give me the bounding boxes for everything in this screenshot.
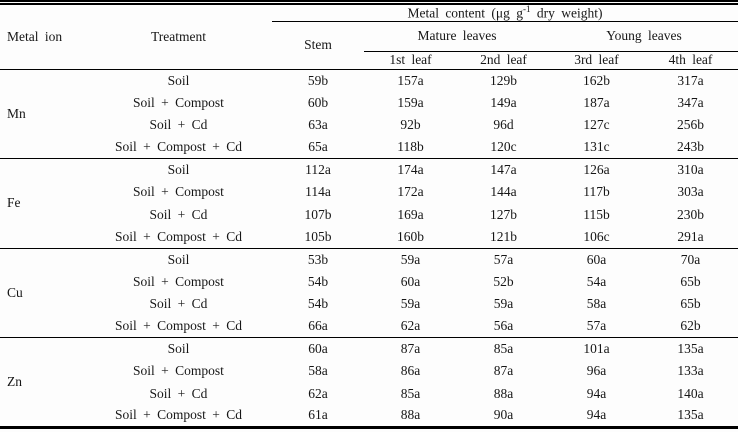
table-row-mn-compost-cd xyxy=(0,136,738,158)
value-1st-leaf: 88a xyxy=(400,407,421,423)
table-row-cu-cd xyxy=(0,293,738,315)
value-stem: 60b xyxy=(307,94,329,110)
value-1st-leaf: 118b xyxy=(397,139,424,155)
table-body xyxy=(0,69,738,427)
value-4th-leaf: 347a xyxy=(677,94,704,110)
table-row-zn-cd xyxy=(0,383,738,405)
value-stem: 58a xyxy=(308,363,328,379)
header-4th-leaf: 4th leaf xyxy=(643,51,738,69)
value-3rd-leaf: 101a xyxy=(550,338,643,360)
value-4th-leaf: 65b xyxy=(680,273,701,289)
treatment-cell: Soil + Compost xyxy=(133,363,224,379)
value-stem: 65a xyxy=(308,139,328,155)
value-4th-leaf: 135a xyxy=(677,407,704,423)
value-1st-leaf: 157a xyxy=(364,69,457,91)
value-3rd-leaf: 127c xyxy=(583,117,610,133)
value-3rd-leaf: 126a xyxy=(550,159,643,181)
treatment-cell: Soil + Compost xyxy=(133,94,224,110)
treatment-cell: Soil + Compost + Cd xyxy=(114,139,242,155)
value-1st-leaf: 60a xyxy=(400,273,421,289)
value-3rd-leaf: 187a xyxy=(583,94,610,110)
table-row-fe-cd xyxy=(0,204,738,226)
header-metal-ion: Metal ion xyxy=(0,3,85,70)
value-2nd-leaf: 144a xyxy=(490,184,517,200)
table-row-cu-compost xyxy=(0,271,738,293)
value-3rd-leaf: 115b xyxy=(583,206,610,222)
value-stem: 59b xyxy=(272,69,364,91)
table-row-zn-compost xyxy=(0,360,738,382)
treatment-cell: Soil xyxy=(85,69,272,91)
value-3rd-leaf: 106c xyxy=(583,228,610,244)
value-4th-leaf: 303a xyxy=(677,184,704,200)
treatment-cell: Soil xyxy=(85,159,272,181)
treatment-cell: Soil + Compost + Cd xyxy=(114,228,242,244)
value-4th-leaf: 62b xyxy=(680,318,701,334)
value-2nd-leaf: 129b xyxy=(457,69,550,91)
metal-ion-cell-zn: Zn xyxy=(0,338,85,428)
treatment-cell: Soil + Compost + Cd xyxy=(114,318,242,334)
value-3rd-leaf: 94a xyxy=(586,407,607,423)
value-4th-leaf: 133a xyxy=(677,363,704,379)
value-2nd-leaf: 149a xyxy=(490,94,517,110)
header-1st-leaf: 1st leaf xyxy=(364,51,457,69)
table-row-zn-compost-cd xyxy=(0,405,738,427)
value-1st-leaf: 172a xyxy=(397,184,424,200)
value-3rd-leaf: 162b xyxy=(550,69,643,91)
value-1st-leaf: 160b xyxy=(397,228,424,244)
header-treatment: Treatment xyxy=(85,3,272,70)
value-stem: 66a xyxy=(308,318,328,334)
metal-content-label-suffix: dry weight) xyxy=(530,5,603,21)
table-row-fe-compost-cd xyxy=(0,226,738,248)
value-1st-leaf: 159a xyxy=(397,94,424,110)
value-stem: 112a xyxy=(272,159,364,181)
value-2nd-leaf: 56a xyxy=(493,318,514,334)
value-2nd-leaf: 90a xyxy=(493,407,514,423)
treatment-cell: Soil + Compost xyxy=(133,273,224,289)
value-4th-leaf: 291a xyxy=(677,228,704,244)
value-stem: 53b xyxy=(272,248,364,270)
value-stem: 61a xyxy=(308,407,328,423)
value-3rd-leaf: 58a xyxy=(586,296,607,312)
header-metal-content xyxy=(272,3,738,22)
value-4th-leaf: 140a xyxy=(677,385,704,401)
unit-superscript: -1 xyxy=(523,4,531,14)
metal-ion-cell-mn: Mn xyxy=(0,69,85,159)
table-row-mn-cd xyxy=(0,114,738,136)
value-2nd-leaf: 127b xyxy=(490,206,517,222)
value-1st-leaf: 86a xyxy=(400,363,421,379)
value-2nd-leaf: 96d xyxy=(493,117,514,133)
value-2nd-leaf: 88a xyxy=(493,385,514,401)
value-4th-leaf: 243b xyxy=(677,139,704,155)
value-1st-leaf: 85a xyxy=(400,385,421,401)
header-row-1 xyxy=(0,3,738,22)
treatment-cell: Soil xyxy=(85,338,272,360)
value-1st-leaf: 59a xyxy=(364,248,457,270)
value-4th-leaf: 256b xyxy=(677,117,704,133)
header-stem: Stem xyxy=(272,21,364,69)
value-4th-leaf: 310a xyxy=(643,159,738,181)
value-3rd-leaf: 54a xyxy=(586,273,607,289)
value-2nd-leaf: 52b xyxy=(493,273,514,289)
value-4th-leaf: 70a xyxy=(643,248,738,270)
value-stem: 63a xyxy=(308,117,328,133)
table-row-mn-soil xyxy=(0,69,738,91)
value-1st-leaf: 62a xyxy=(400,318,421,334)
value-2nd-leaf: 120c xyxy=(490,139,517,155)
table-row-cu-soil xyxy=(0,248,738,270)
treatment-cell: Soil + Cd xyxy=(149,296,208,312)
value-2nd-leaf: 87a xyxy=(493,363,514,379)
value-stem: 105b xyxy=(304,228,332,244)
value-1st-leaf: 169a xyxy=(397,206,424,222)
value-1st-leaf: 92b xyxy=(400,117,421,133)
table-row-cu-compost-cd xyxy=(0,315,738,337)
value-3rd-leaf: 60a xyxy=(550,248,643,270)
header-3rd-leaf: 3rd leaf xyxy=(550,51,643,69)
value-3rd-leaf: 117b xyxy=(583,184,610,200)
treatment-cell: Soil xyxy=(85,248,272,270)
value-2nd-leaf: 57a xyxy=(457,248,550,270)
table-row-mn-compost xyxy=(0,92,738,114)
value-4th-leaf: 135a xyxy=(643,338,738,360)
metal-ion-cell-cu: Cu xyxy=(0,248,85,338)
value-3rd-leaf: 94a xyxy=(586,385,607,401)
value-stem: 107b xyxy=(304,206,332,222)
value-stem: 114a xyxy=(305,184,331,200)
table-row-zn-soil xyxy=(0,338,738,360)
value-3rd-leaf: 57a xyxy=(586,318,607,334)
value-stem: 62a xyxy=(308,385,328,401)
value-4th-leaf: 230b xyxy=(677,206,704,222)
table-header xyxy=(0,3,738,70)
table-row-fe-compost xyxy=(0,181,738,203)
header-2nd-leaf: 2nd leaf xyxy=(457,51,550,69)
treatment-cell: Soil + Cd xyxy=(149,117,208,133)
value-stem: 54b xyxy=(307,273,329,289)
value-2nd-leaf: 59a xyxy=(493,296,514,312)
value-2nd-leaf: 121b xyxy=(490,228,517,244)
value-3rd-leaf: 96a xyxy=(586,363,607,379)
value-1st-leaf: 59a xyxy=(400,296,421,312)
value-stem: 54b xyxy=(307,296,329,312)
value-4th-leaf: 317a xyxy=(643,69,738,91)
treatment-cell: Soil + Compost xyxy=(133,184,224,200)
treatment-cell: Soil + Compost + Cd xyxy=(114,407,242,423)
value-3rd-leaf: 131c xyxy=(583,139,610,155)
value-stem: 60a xyxy=(272,338,364,360)
treatment-cell: Soil + Cd xyxy=(149,206,208,222)
header-mature-leaves: Mature leaves xyxy=(364,21,550,51)
metal-content-label: Metal content (μg g xyxy=(407,5,524,21)
treatment-cell: Soil + Cd xyxy=(149,385,208,401)
value-1st-leaf: 87a xyxy=(364,338,457,360)
metal-ion-cell-fe: Fe xyxy=(0,159,85,249)
value-1st-leaf: 174a xyxy=(364,159,457,181)
value-2nd-leaf: 85a xyxy=(457,338,550,360)
value-4th-leaf: 65b xyxy=(680,296,701,312)
value-2nd-leaf: 147a xyxy=(457,159,550,181)
table-row-fe-soil xyxy=(0,159,738,181)
header-young-leaves: Young leaves xyxy=(550,21,738,51)
